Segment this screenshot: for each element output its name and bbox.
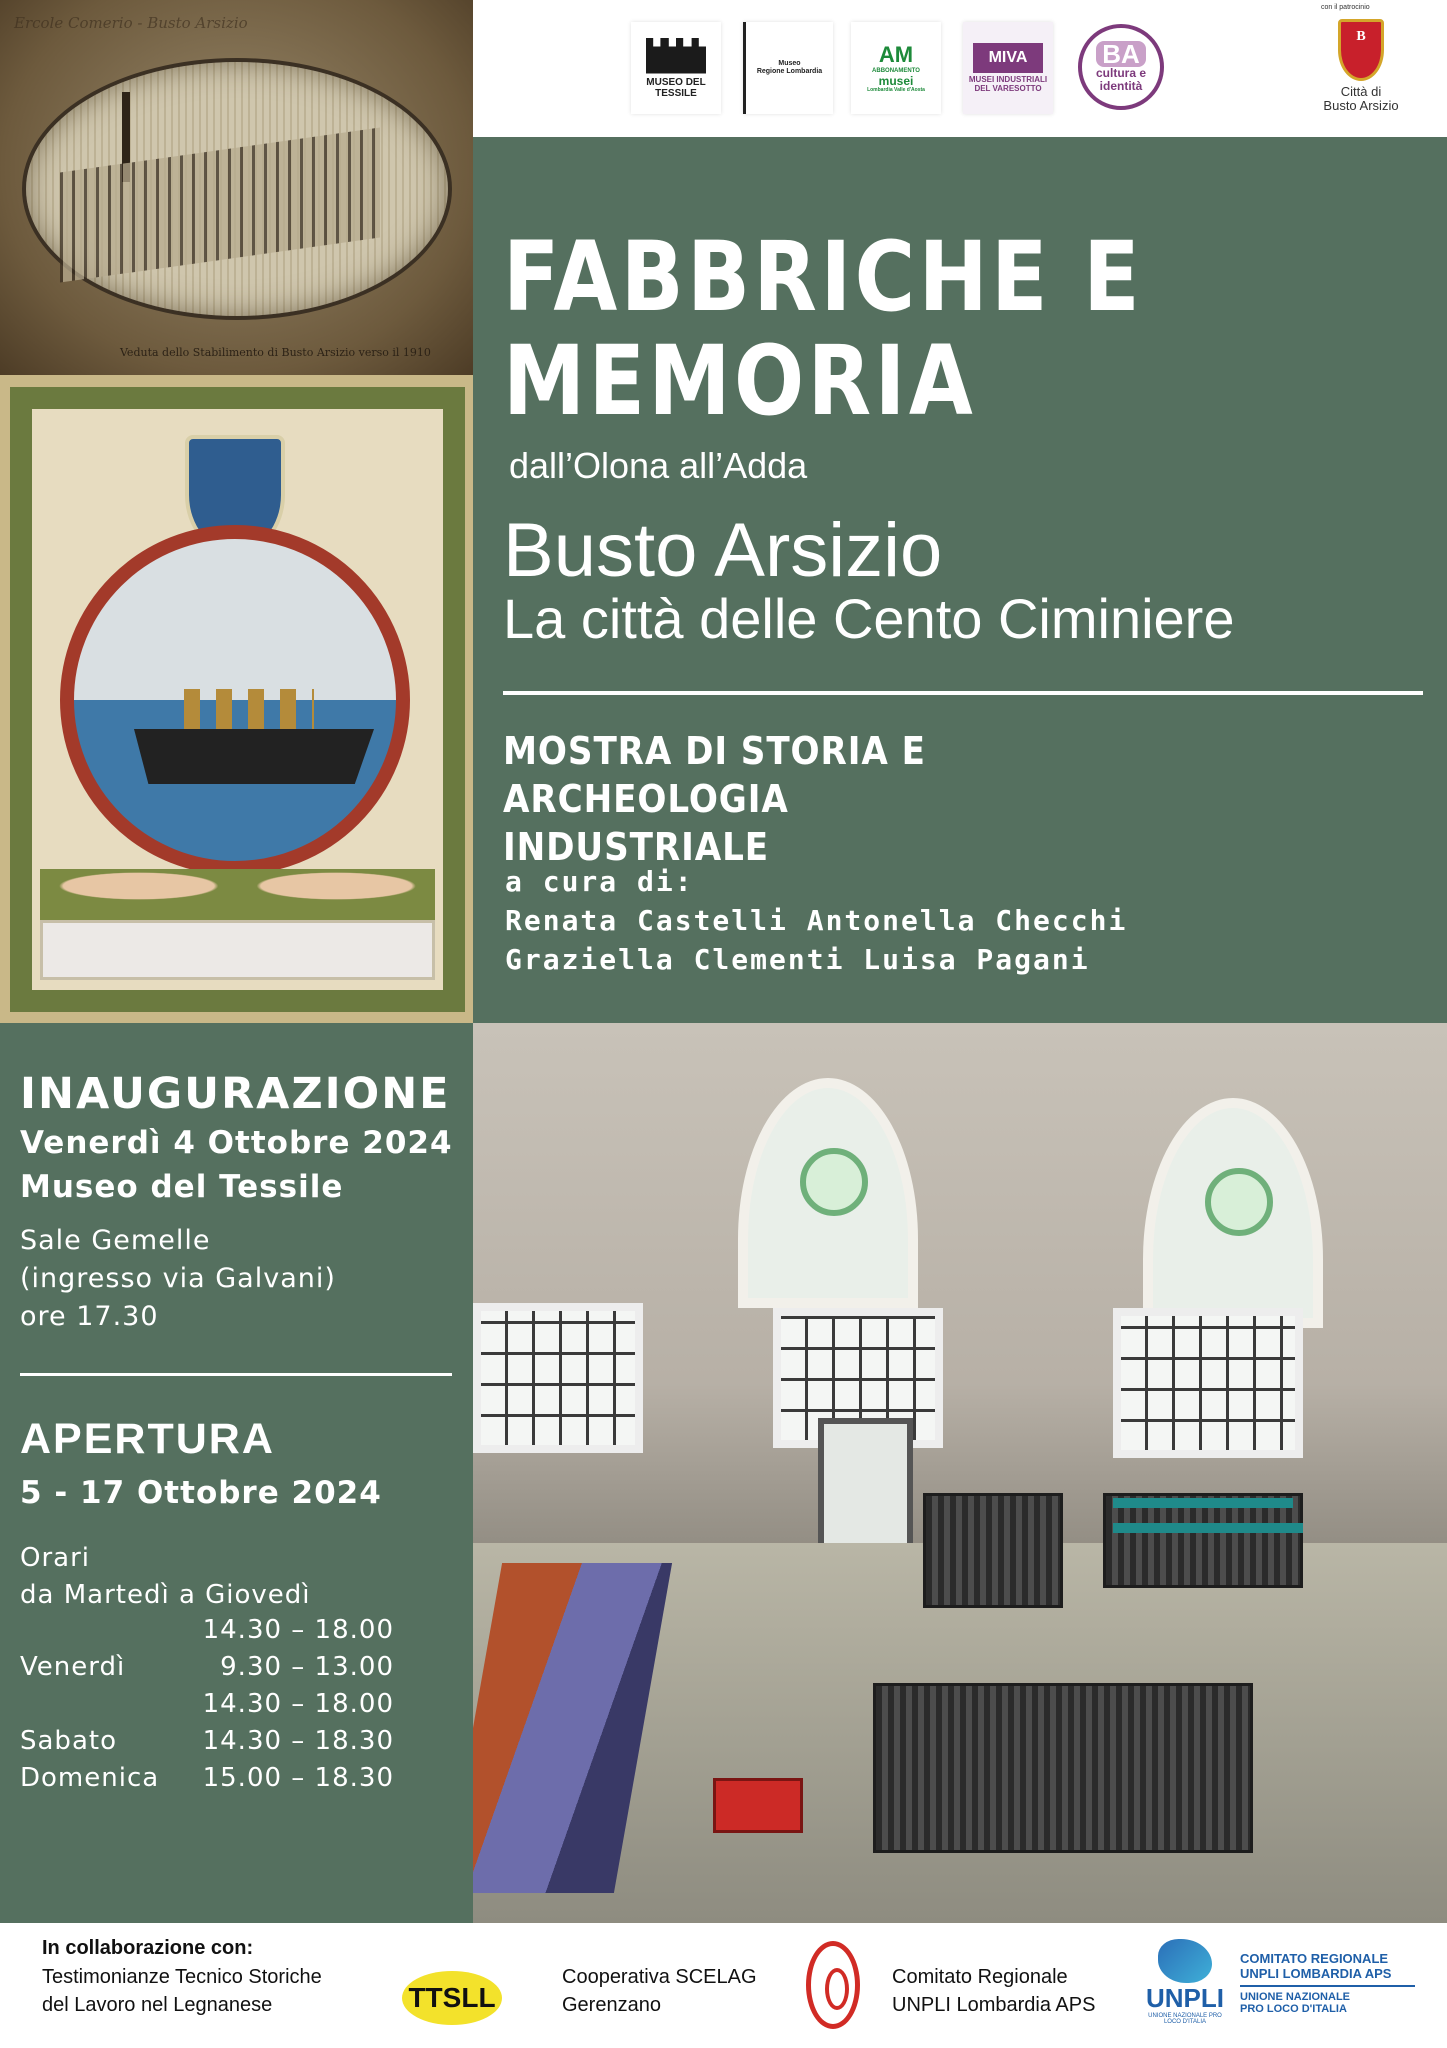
regione-text: Regione Lombardia (756, 68, 823, 75)
partner-ttsll-line-1: Testimonianze Tecnico Storiche (42, 1966, 322, 1988)
factory-engraving-image (0, 0, 473, 375)
partner-scelag-line-2: Gerenzano (562, 1994, 661, 2016)
museum-hall-photo (473, 1023, 1447, 1923)
title-divider (503, 691, 1423, 695)
sponsor-logos-bar (473, 0, 1447, 137)
ba-cultura-logo (1078, 24, 1164, 110)
unpli-block-line: UNIONE NAZIONALE (1240, 1991, 1350, 2003)
hours-day: Sabato (20, 1726, 117, 1756)
patrocinio-city-line-1: Città di (1340, 84, 1382, 99)
ba-word: BA (1096, 41, 1146, 67)
opening-dates: 5 - 17 Ottobre 2024 (20, 1475, 382, 1511)
museo-tessile-logo (631, 22, 721, 114)
abbonamento-musei-logo (851, 22, 941, 114)
abbonamento-top-text: ABBONAMENTO (872, 68, 920, 75)
collaboration-footer (0, 1923, 1447, 2048)
miva-word: MIVA (973, 43, 1043, 73)
vintage-ship-poster-image (0, 375, 473, 1023)
hours-row (20, 1615, 440, 1649)
unpli-block-line: PRO LOCO D'ITALIA (1240, 2003, 1347, 2015)
skylight-window (1113, 1308, 1303, 1458)
loom-machine-large (873, 1683, 1253, 1853)
hours-time: 14.30 – 18.00 (202, 1615, 394, 1645)
curators-line: Graziella Clementi Luisa Pagani (505, 943, 1090, 976)
stained-glass-window-left (738, 1078, 918, 1308)
partner-scelag-name (562, 1963, 757, 2019)
poster-ring (60, 525, 410, 875)
partner-unpli-line-1: Comitato Regionale (892, 1966, 1068, 1988)
unpli-text-block (1240, 1951, 1415, 2015)
inauguration-heading: INAUGURAZIONE (20, 1069, 451, 1119)
inauguration-venue: Museo del Tessile (20, 1169, 344, 1205)
partner-scelag-line-1: Cooperativa SCELAG (562, 1966, 757, 1988)
inauguration-time: ore 17.30 (20, 1301, 159, 1332)
hours-time: 15.00 – 18.30 (202, 1763, 394, 1793)
info-divider (20, 1373, 452, 1376)
inauguration-date: Venerdì 4 Ottobre 2024 (20, 1125, 453, 1161)
main-title-line-2: MEMORIA (503, 325, 977, 437)
hall-door (818, 1418, 913, 1553)
hours-day: Domenica (20, 1763, 160, 1793)
museo-small-text: Museo (778, 60, 801, 68)
inauguration-entrance: (ingresso via Galvani) (20, 1263, 336, 1294)
miva-sub-text: MUSEI INDUSTRIALI DEL VARESOTTO (968, 74, 1048, 93)
ttsll-logo: TTSLL (402, 1971, 502, 2025)
opening-heading: APERTURA (20, 1415, 275, 1463)
am-mark-icon: AM (878, 42, 914, 68)
hours-row (20, 1763, 440, 1797)
museo-tessile-logo-text: MUSEO DEL TESSILE (646, 76, 706, 99)
curators-label: a cura di: (505, 865, 694, 898)
ship-hull (134, 729, 374, 784)
exhibit-type-line-1: MOSTRA DI STORIA E ARCHEOLOGIA (503, 729, 926, 821)
partner-unpli-name (892, 1963, 1095, 2019)
miva-logo (963, 22, 1053, 114)
teal-roller (1113, 1498, 1293, 1508)
partner-ttsll-name (42, 1963, 322, 2019)
red-cart (713, 1778, 803, 1833)
poster-figures (40, 835, 435, 920)
hours-time: 14.30 – 18.00 (202, 1689, 394, 1719)
patrocinio-block (1311, 4, 1411, 132)
main-title-line-1: FABBRICHE E (503, 221, 1144, 333)
ba-sub-text: cultura e identità (1095, 65, 1146, 93)
unpli-word: UNPLI (1146, 1983, 1224, 2013)
teal-roller (1113, 1523, 1303, 1533)
exhibit-type-line-2: INDUSTRIALE (503, 825, 770, 869)
city-title: Busto Arsizio (503, 508, 943, 593)
hours-row (20, 1689, 440, 1723)
castle-icon (646, 38, 706, 74)
route-subtitle: dall’Olona all’Adda (509, 445, 808, 486)
hours-day: Venerdì (20, 1652, 126, 1682)
scelag-logo (806, 1941, 860, 2029)
abbonamento-word: musei (878, 73, 914, 88)
engraving-caption: Veduta dello Stabilimento di Busto Arsizio verso il 1910 (120, 346, 431, 359)
city-tagline: La città delle Cento Ciminiere (503, 587, 1235, 650)
hours-time: 14.30 – 18.30 (202, 1726, 394, 1756)
curators-line: Renata Castelli Antonella Checchi (505, 904, 1128, 937)
hours-time: 9.30 – 13.00 (220, 1652, 394, 1682)
unpli-block-line: UNPLI LOMBARDIA APS (1240, 1966, 1392, 1981)
skylight-window (473, 1303, 643, 1453)
poster-base (40, 920, 435, 980)
partner-unpli-line-2: UNPLI Lombardia APS (892, 1994, 1096, 2016)
hours-row (20, 1726, 440, 1760)
collaboration-label: In collaborazione con: (42, 1937, 254, 1959)
ship-funnels (184, 689, 314, 729)
unpli-block-line: COMITATO REGIONALE (1240, 1951, 1389, 1966)
hours-weekday-range: da Martedì a Giovedì (20, 1580, 311, 1610)
event-info-panel (0, 1023, 473, 1923)
inauguration-room: Sale Gemelle (20, 1225, 211, 1256)
italy-map-icon (1158, 1939, 1212, 1983)
unpli-rule (1240, 1985, 1415, 1987)
hours-label: Orari (20, 1543, 90, 1573)
abbonamento-sub-text: Lombardia Valle d'Aosta (867, 87, 925, 94)
engraving-signature: Ercole Comerio - Busto Arsizio (14, 14, 248, 32)
hours-row (20, 1652, 440, 1686)
city-shield-icon: B (1338, 19, 1384, 81)
regione-lombardia-logo (743, 22, 833, 114)
patrocinio-label: con il patrocinio (1321, 4, 1370, 11)
loom-machine (923, 1493, 1063, 1608)
stained-glass-window-right (1143, 1098, 1323, 1328)
patrocinio-city-line-2: Busto Arsizio (1323, 98, 1399, 114)
main-title (503, 221, 1144, 437)
partner-ttsll-line-2: del Lavoro nel Legnanese (42, 1994, 273, 2016)
unpli-logo (1143, 1939, 1227, 2035)
title-panel (473, 137, 1447, 1023)
exhibit-type (503, 727, 1223, 871)
unpli-small-text: UNIONE NAZIONALE PRO LOCO D'ITALIA (1148, 2013, 1222, 2025)
